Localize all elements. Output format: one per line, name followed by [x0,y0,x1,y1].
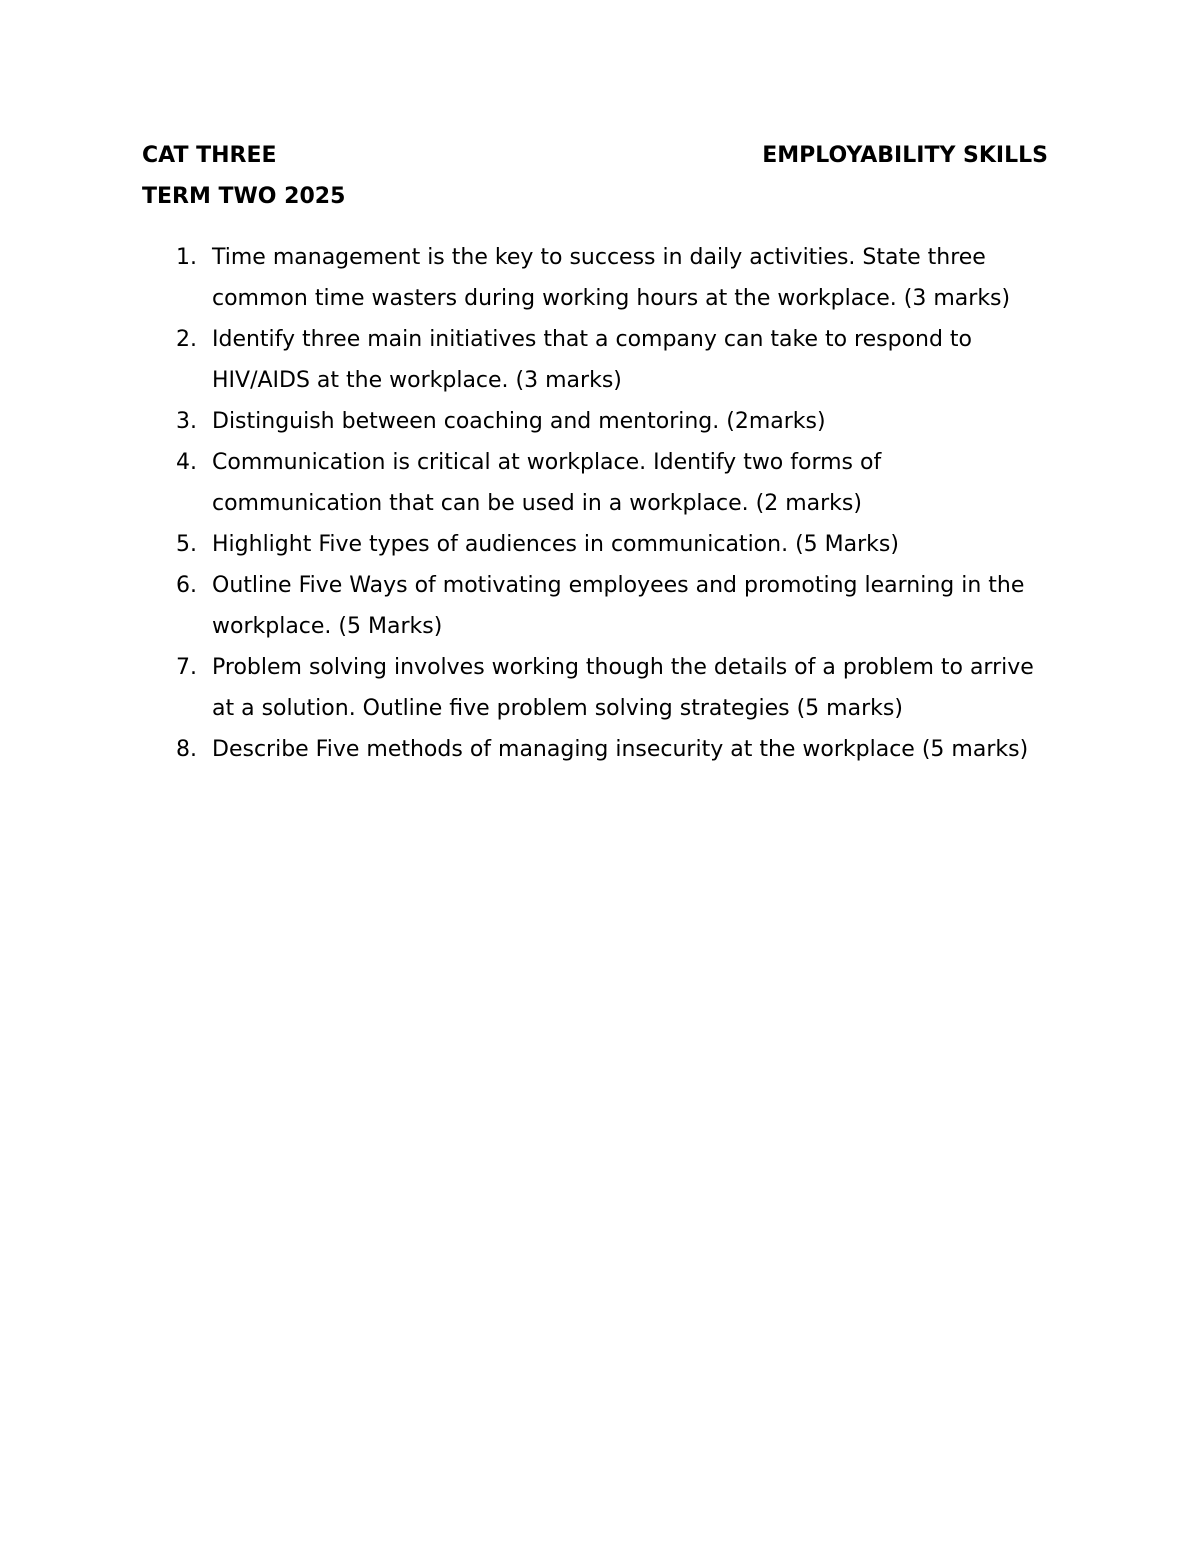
question-text: Highlight Five types of audiences in communication. (5 Marks) [212,532,899,557]
question-item [142,237,1052,319]
question-list [142,237,1052,770]
header-row [142,140,1048,172]
question-number: 4. [176,450,197,475]
term-title: TERM TWO 2025 [142,184,346,209]
question-number: 6. [176,573,197,598]
question-text: Problem solving involves working though the details of a problem to arrive at a solution. Outline five problem solving strategies (5 marks) [212,655,1034,721]
question-number: 7. [176,655,197,680]
question-number: 8. [176,737,197,762]
question-item [142,319,1052,401]
question-item [142,524,1052,565]
question-number: 5. [176,532,197,557]
subject-title: EMPLOYABILITY SKILLS [762,143,1048,168]
question-text: Communication is critical at workplace. Identify two forms of communication that can be used in a workplace. (2 marks) [212,450,882,516]
question-item [142,442,1052,524]
question-text: Describe Five methods of managing insecurity at the workplace (5 marks) [212,737,1029,762]
question-text: Distinguish between coaching and mentoring. (2marks) [212,409,826,434]
question-item [142,729,1052,770]
question-item [142,565,1052,647]
question-text: Outline Five Ways of motivating employees and promoting learning in the workplace. (5 Marks) [212,573,1025,639]
question-number: 3. [176,409,197,434]
question-text: Time management is the key to success in daily activities. State three common time wasters during working hours at the workplace. (3 marks) [212,245,1011,311]
question-number: 2. [176,327,197,352]
cat-title: CAT THREE [142,143,277,168]
question-item [142,401,1052,442]
question-text: Identify three main initiatives that a company can take to respond to HIV/AIDS at the workplace. (3 marks) [212,327,973,393]
question-number: 1. [176,245,197,270]
question-item [142,647,1052,729]
